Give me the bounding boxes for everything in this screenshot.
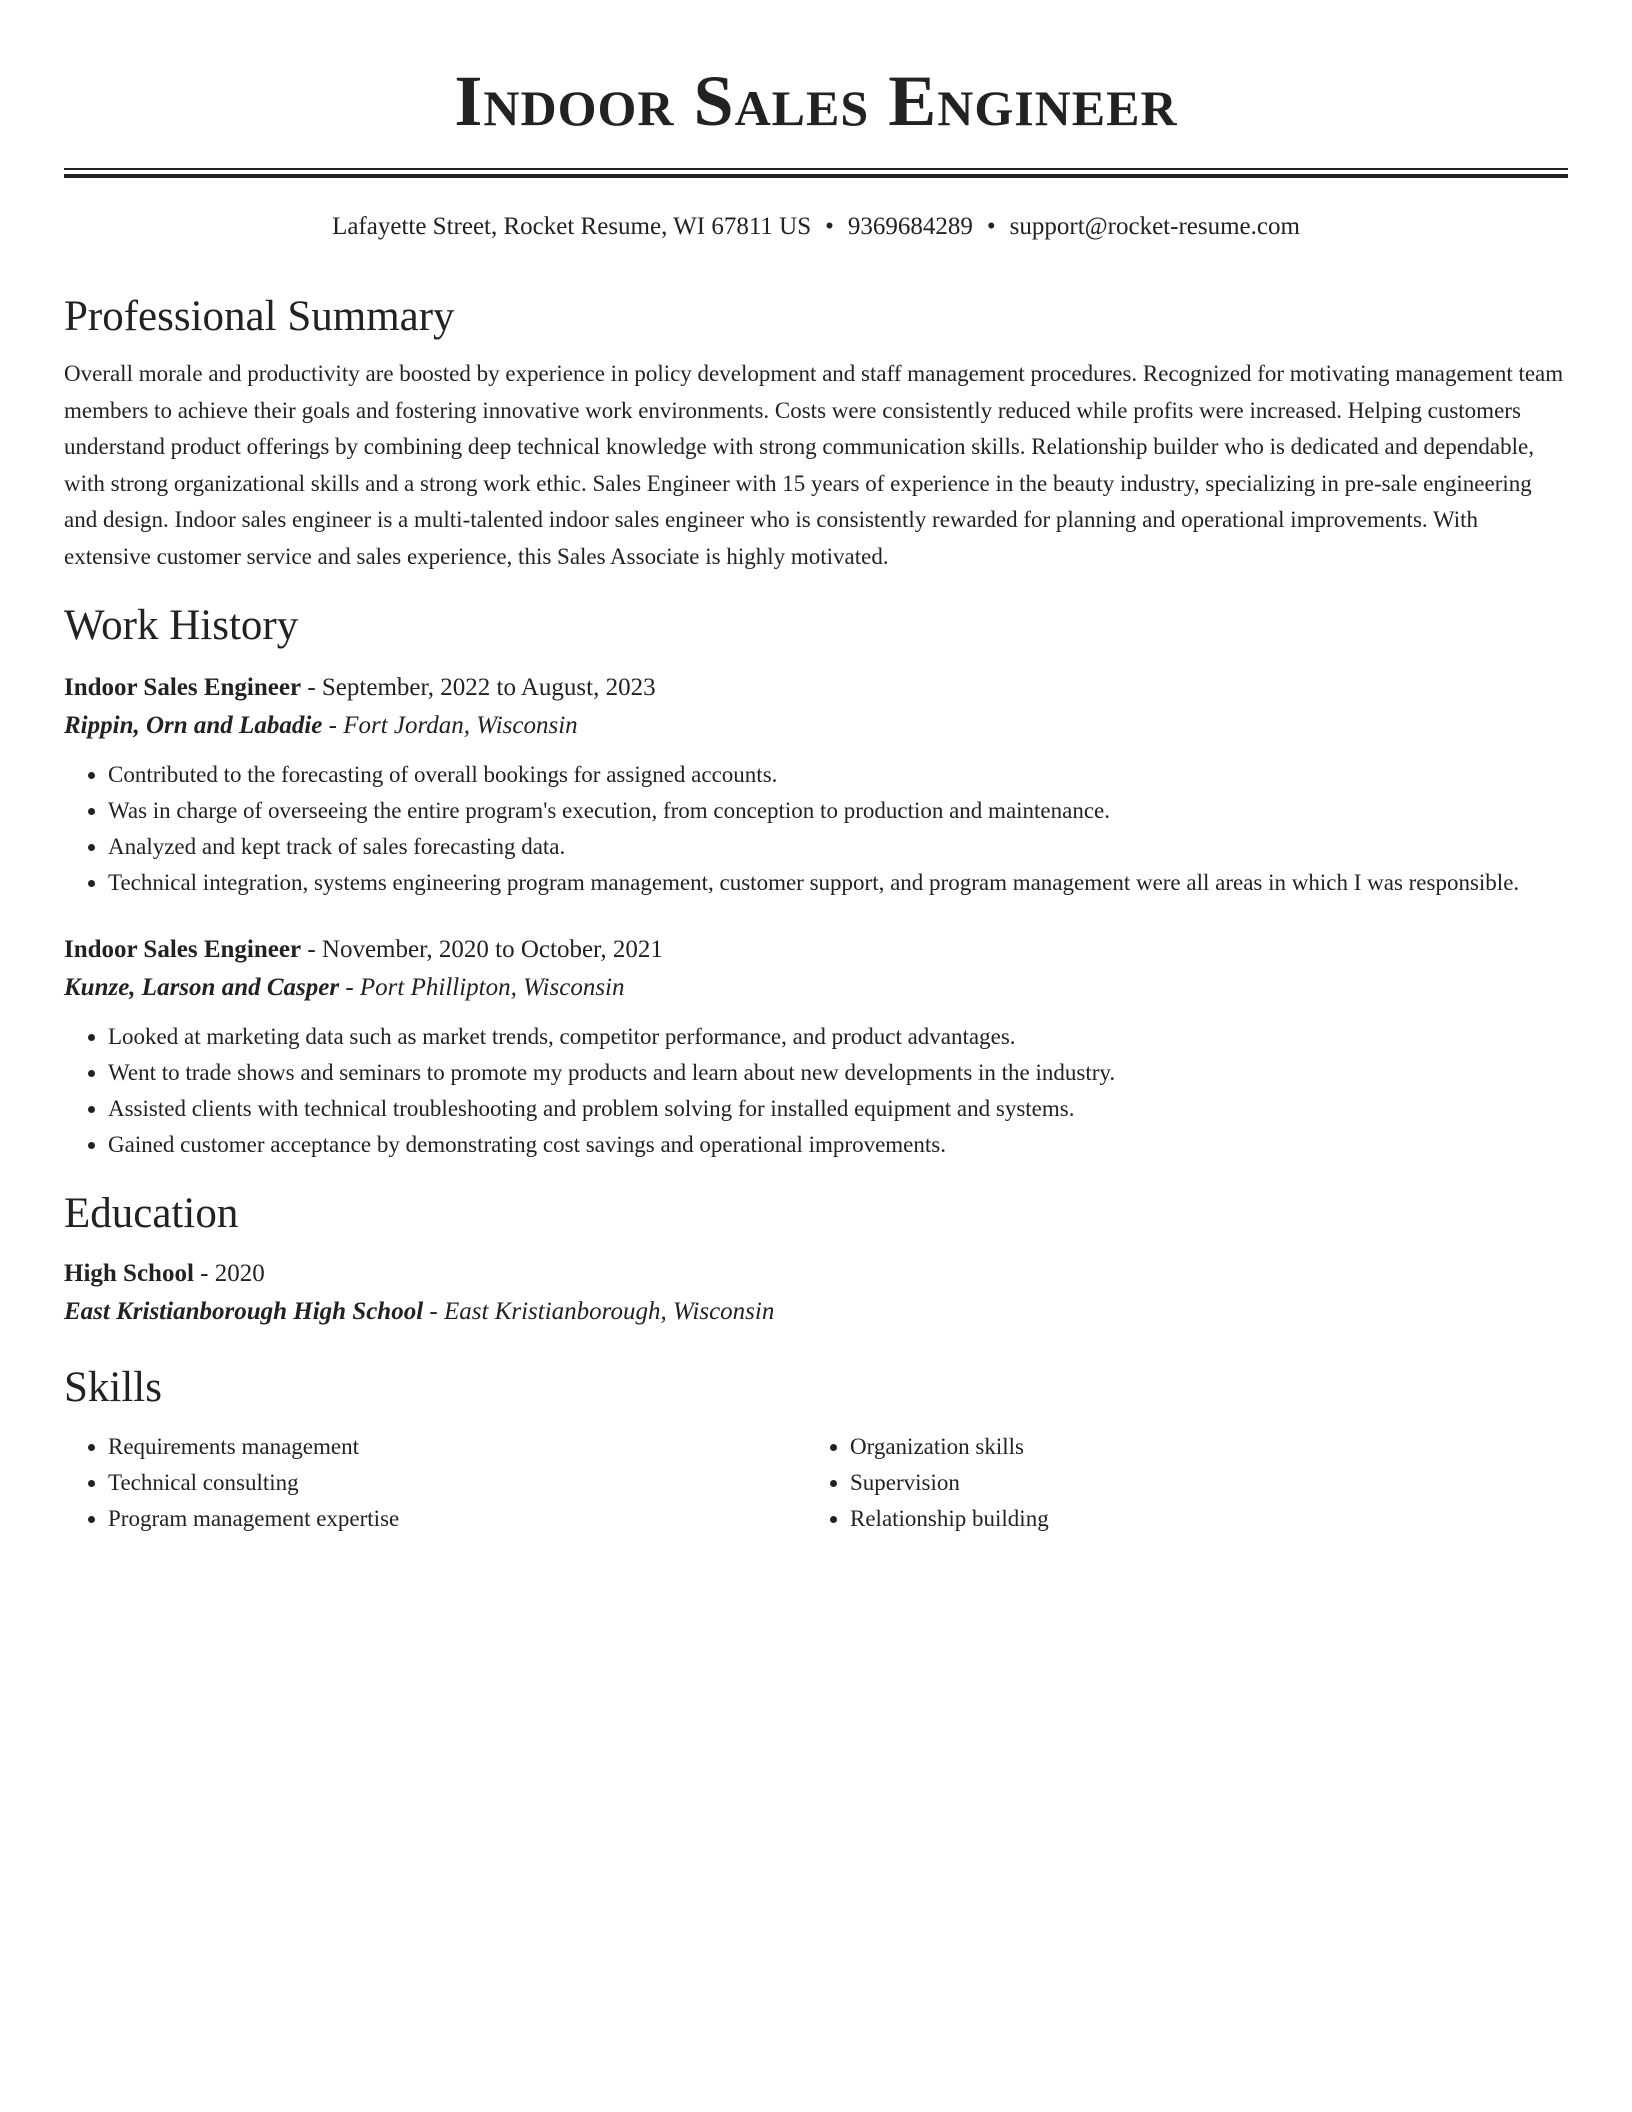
job-company-line: [64, 969, 1568, 1007]
education-degree: High School: [64, 1260, 194, 1287]
education-degree-line: [64, 1255, 1568, 1293]
resume-page: [64, 0, 1568, 1537]
job-dates: - November, 2020 to October, 2021: [301, 936, 663, 963]
skill-item: • Supervision: [850, 1465, 1500, 1501]
job-location: - Port Phillipton, Wisconsin: [339, 974, 625, 1001]
summary-heading: Professional Summary: [64, 293, 455, 340]
job-role: Indoor Sales Engineer: [64, 674, 302, 701]
contact-separator: •: [986, 213, 996, 240]
skills-heading: Skills: [64, 1364, 162, 1411]
education-year: - 2020: [193, 1260, 265, 1287]
job-title-line: [64, 669, 1568, 707]
list-item: • Went to trade shows and seminars to promote my products and learn about new developments in the industry.: [108, 1055, 1568, 1091]
job-duties: [64, 1019, 1568, 1163]
skills-grid: [64, 1429, 1568, 1537]
skill-item: • Technical consulting: [108, 1465, 806, 1501]
job-duties: [64, 757, 1568, 901]
header-divider: [64, 168, 1568, 178]
skill-item: • Organization skills: [850, 1429, 1500, 1465]
skill-item: • Program management expertise: [108, 1501, 806, 1537]
list-item: • Assisted clients with technical troubleshooting and problem solving for installed equipment and systems.: [108, 1091, 1568, 1127]
contact-separator: •: [825, 213, 834, 240]
contact-address: Lafayette Street, Rocket Resume, WI 67811 US: [332, 213, 812, 240]
skill-item: • Relationship building: [850, 1501, 1500, 1537]
contact-phone: 9369684289: [847, 213, 973, 240]
skills-column-right: [806, 1429, 1500, 1537]
list-item: • Technical integration, systems engineering program management, customer support, and program management were all areas in which I was responsible.: [108, 865, 1568, 901]
skills-column-left: [64, 1429, 806, 1537]
job-role: Indoor Sales Engineer: [64, 936, 302, 963]
job-location: - Fort Jordan, Wisconsin: [322, 712, 578, 739]
job-entry: [64, 669, 1568, 901]
job-entry: [64, 931, 1568, 1163]
contact-email: support@rocket-resume.com: [1009, 213, 1300, 240]
list-item: • Was in charge of overseeing the entire program's execution, from conception to production and maintenance.: [108, 793, 1568, 829]
list-item: • Looked at marketing data such as market trends, competitor performance, and product advantages.: [108, 1019, 1568, 1055]
education-school-line: [64, 1293, 1568, 1331]
job-company: Rippin, Orn and Labadie: [64, 712, 323, 739]
job-company-line: [64, 707, 1568, 745]
list-item: • Contributed to the forecasting of overall bookings for assigned accounts.: [108, 757, 1568, 793]
contact-line: [64, 210, 1568, 244]
education-heading: Education: [64, 1190, 239, 1237]
job-title-line: [64, 931, 1568, 969]
list-item: • Analyzed and kept track of sales forecasting data.: [108, 829, 1568, 865]
summary-text: Overall morale and productivity are boosted by experience in policy development and staff management procedures. Recognized for motivating management team members to achieve their goals and fostering innovative work environments. Costs were consistently reduced while profits were increased. Helping customers understand product offerings by combining deep technical knowledge with strong communication skills. Relationship builder who is dedicated and dependable, with strong organizational skills and a strong work ethic. Sales Engineer with 15 years of experience in the beauty industry, specializing in pre-sale engineering and design. Indoor sales engineer is a multi-talented indoor sales engineer who is consistently rewarded for planning and operational improvements. With extensive customer service and sales experience, this Sales Associate is highly motivated.: [64, 361, 1564, 569]
job-dates: - September, 2022 to August, 2023: [301, 674, 656, 701]
education-entry: [64, 1255, 1568, 1331]
work-history-heading: Work History: [64, 602, 299, 649]
resume-name: Indoor Sales Engineer: [454, 61, 1178, 141]
education-location: - East Kristianborough, Wisconsin: [423, 1298, 775, 1325]
education-school: East Kristianborough High School: [64, 1298, 424, 1325]
job-company: Kunze, Larson and Casper: [64, 974, 340, 1001]
list-item: • Gained customer acceptance by demonstrating cost savings and operational improvements.: [108, 1127, 1568, 1163]
skill-item: • Requirements management: [108, 1429, 806, 1465]
